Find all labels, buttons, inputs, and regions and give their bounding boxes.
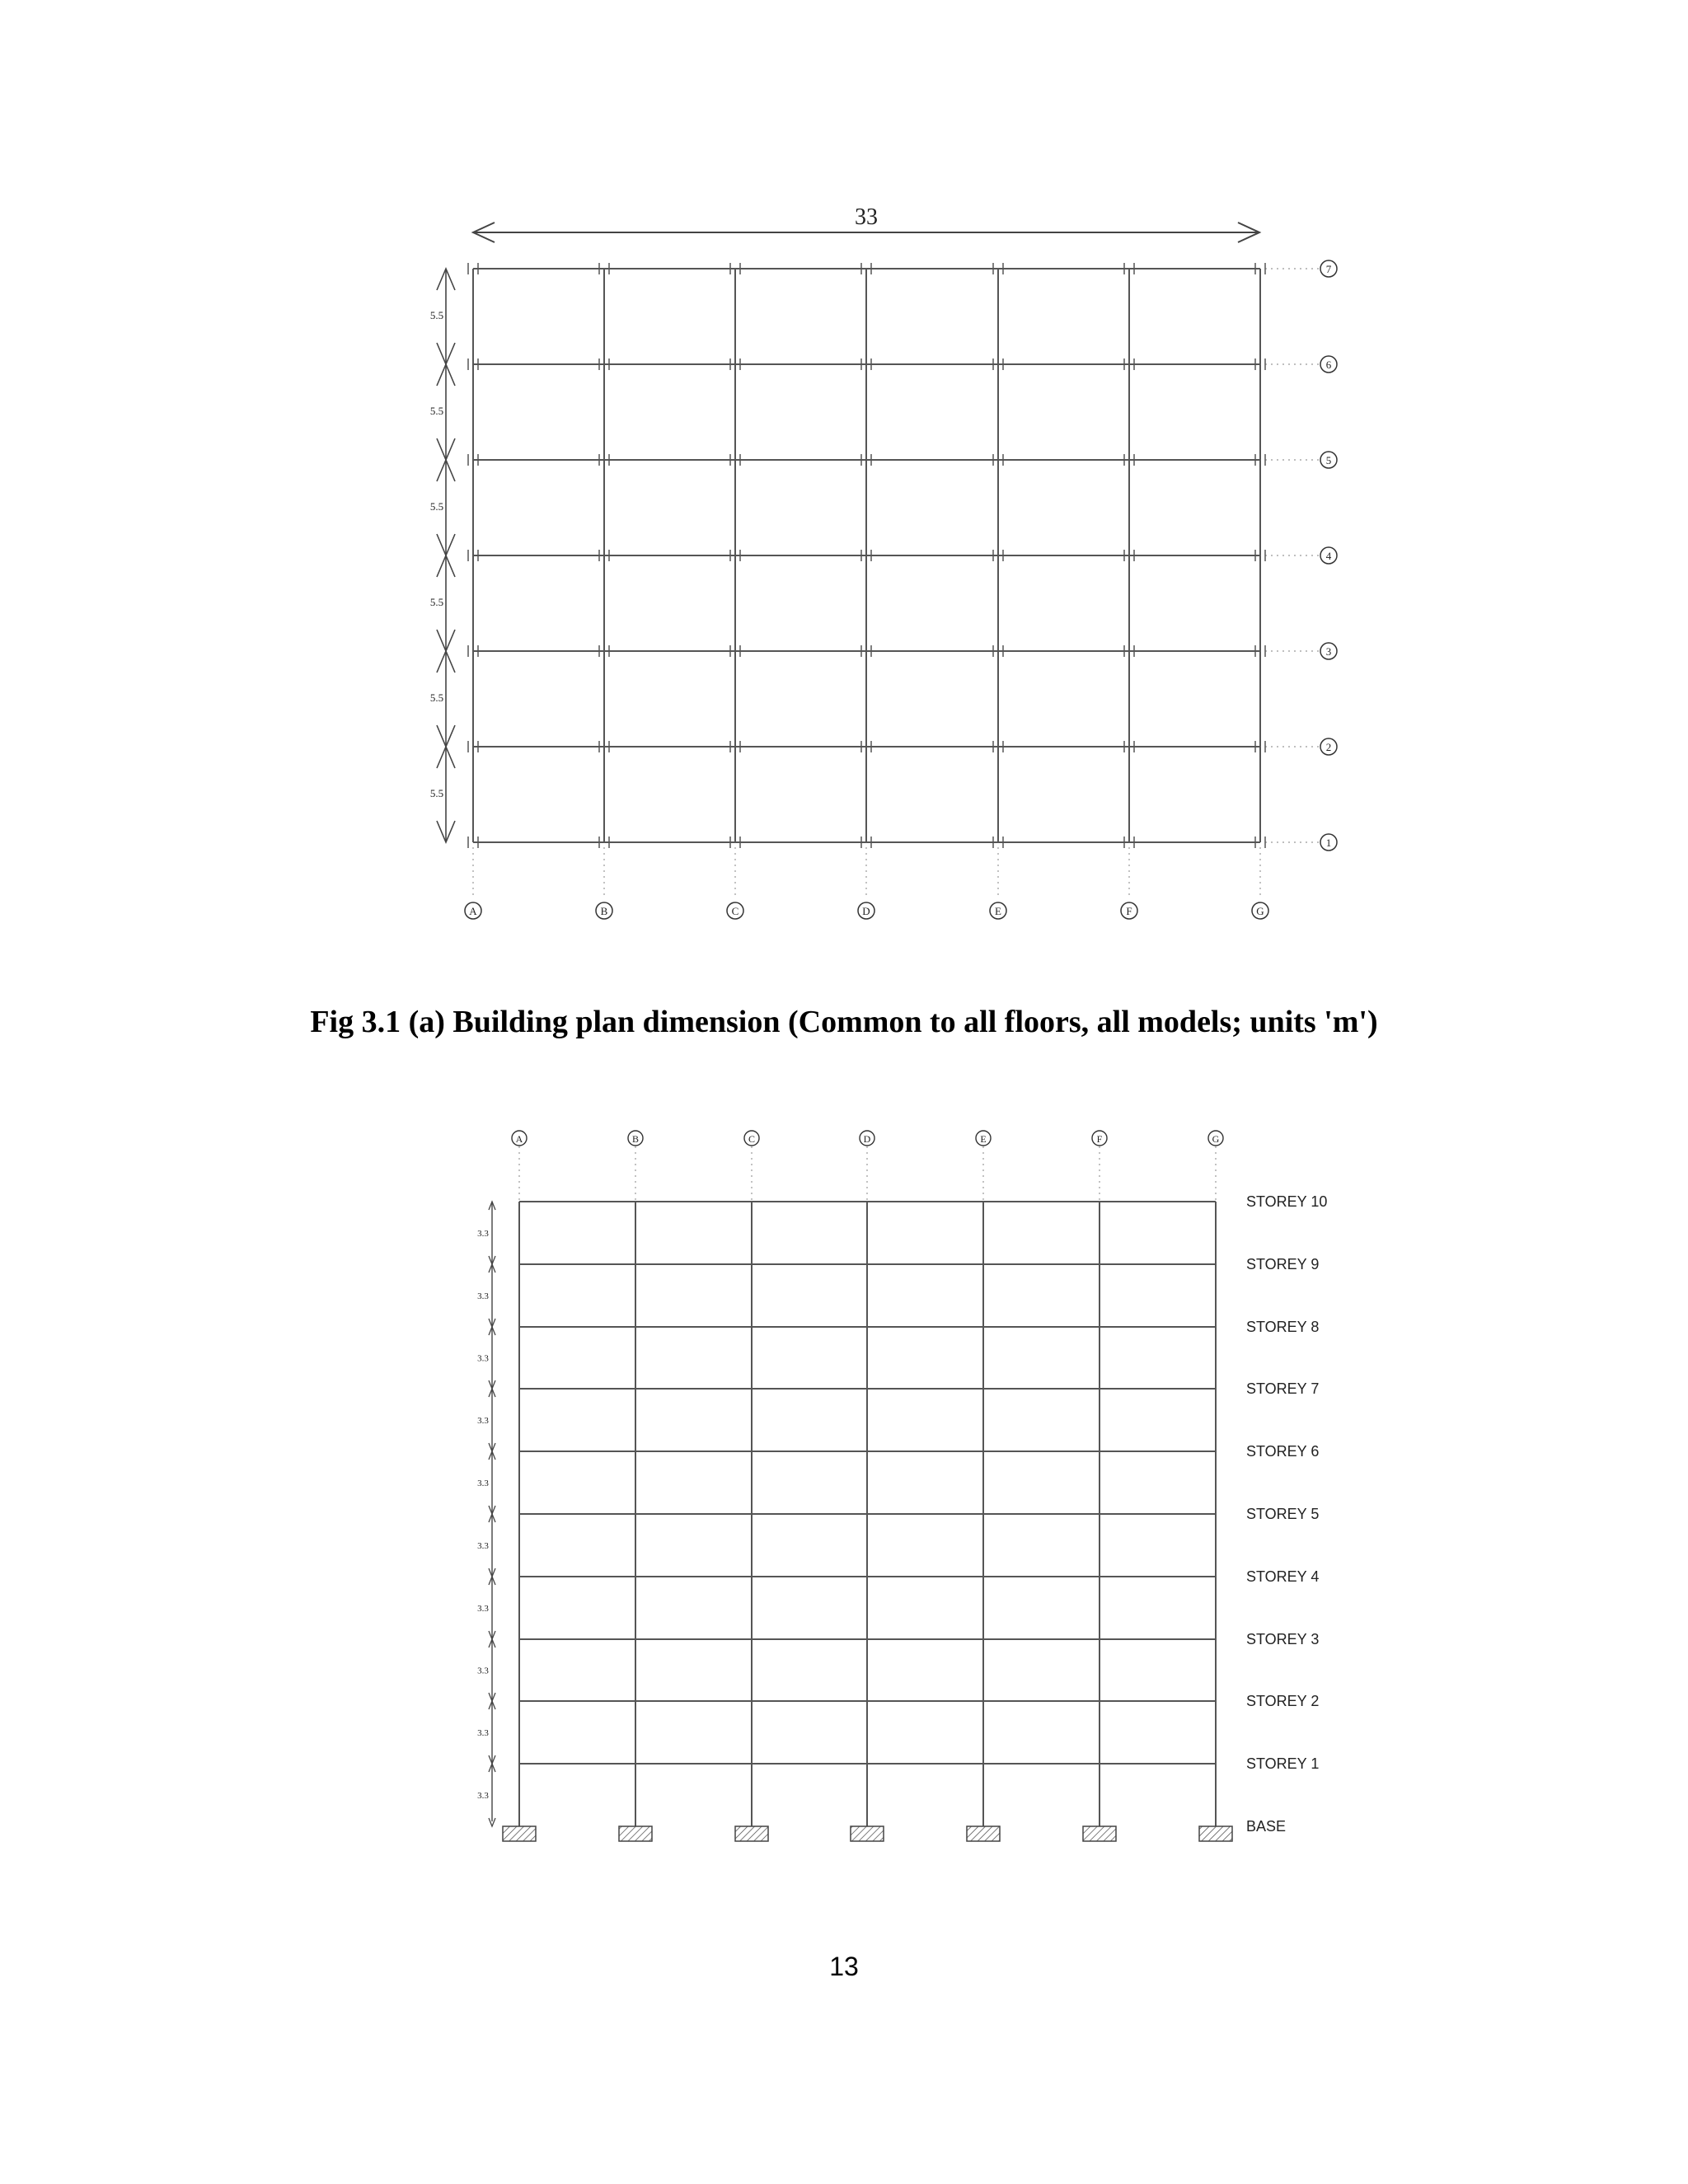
storey-label: STOREY 6 bbox=[1246, 1443, 1320, 1460]
grid-label-5: 5 bbox=[1325, 454, 1332, 466]
storey-label: STOREY 9 bbox=[1246, 1256, 1320, 1272]
grid-label-1: 1 bbox=[1325, 837, 1332, 849]
fixed-support bbox=[851, 1826, 884, 1841]
bay-dimension-label: 5.5 bbox=[429, 787, 444, 799]
storey-label: STOREY 10 bbox=[1246, 1193, 1328, 1210]
storey-height-label: 3.3 bbox=[477, 1541, 489, 1551]
elev-grid-label-c: C bbox=[748, 1133, 756, 1145]
elev-grid-label-e: E bbox=[980, 1133, 987, 1145]
storey-height-label: 3.3 bbox=[477, 1353, 489, 1364]
bay-dimension-label: 5.5 bbox=[429, 596, 444, 608]
building-plan-diagram bbox=[430, 204, 1337, 919]
overall-dimension-label: 33 bbox=[855, 204, 878, 230]
fixed-support bbox=[735, 1826, 768, 1841]
fixed-support bbox=[967, 1826, 1000, 1841]
storey-label: STOREY 8 bbox=[1246, 1319, 1320, 1335]
grid-label-b: B bbox=[600, 905, 608, 917]
storey-height-label: 3.3 bbox=[477, 1479, 489, 1488]
elev-grid-label-f: F bbox=[1096, 1133, 1103, 1145]
figure-caption: Fig 3.1 (a) Building plan dimension (Common to all floors, all models; units 'm') bbox=[310, 1005, 1378, 1039]
storey-height-label: 3.3 bbox=[477, 1416, 489, 1426]
grid-label-d: D bbox=[862, 905, 870, 917]
storey-label: STOREY 4 bbox=[1246, 1568, 1320, 1585]
elev-grid-label-g: G bbox=[1212, 1133, 1220, 1145]
storey-height-label: 3.3 bbox=[477, 1291, 489, 1301]
grid-label-c: C bbox=[731, 905, 739, 917]
building-elevation-diagram bbox=[477, 1131, 1327, 1841]
storey-height-label: 3.3 bbox=[477, 1666, 489, 1676]
elev-grid-label-d: D bbox=[863, 1133, 871, 1145]
grid-label-f: F bbox=[1126, 905, 1132, 917]
storey-height-label: 3.3 bbox=[477, 1229, 489, 1239]
fixed-support bbox=[1083, 1826, 1116, 1841]
bay-dimension-label: 5.5 bbox=[429, 500, 444, 513]
grid-label-g: G bbox=[1256, 905, 1264, 917]
storey-label: STOREY 1 bbox=[1246, 1755, 1320, 1772]
storey-label: STOREY 3 bbox=[1246, 1631, 1320, 1647]
storey-height-label: 3.3 bbox=[477, 1728, 489, 1738]
grid-label-2: 2 bbox=[1325, 741, 1332, 753]
elev-grid-label-b: B bbox=[631, 1133, 640, 1145]
fixed-support bbox=[619, 1826, 652, 1841]
fixed-support bbox=[503, 1826, 536, 1841]
grid-label-6: 6 bbox=[1325, 359, 1332, 371]
page-number: 13 bbox=[829, 1952, 859, 1981]
grid-label-3: 3 bbox=[1325, 645, 1332, 658]
bay-dimension-label: 5.5 bbox=[429, 405, 444, 417]
storey-label: BASE bbox=[1246, 1818, 1287, 1835]
fixed-support bbox=[1199, 1826, 1232, 1841]
storey-label: STOREY 7 bbox=[1246, 1380, 1320, 1397]
elev-grid-label-a: A bbox=[515, 1133, 523, 1145]
grid-label-7: 7 bbox=[1325, 263, 1332, 275]
grid-label-a: A bbox=[469, 905, 477, 917]
storey-height-label: 3.3 bbox=[477, 1604, 489, 1614]
bay-dimension-label: 5.5 bbox=[429, 309, 444, 321]
grid-label-4: 4 bbox=[1325, 550, 1332, 562]
bay-dimension-label: 5.5 bbox=[429, 691, 444, 704]
storey-label: STOREY 2 bbox=[1246, 1693, 1320, 1709]
storey-label: STOREY 5 bbox=[1246, 1506, 1320, 1522]
storey-height-label: 3.3 bbox=[477, 1791, 489, 1801]
grid-label-e: E bbox=[995, 905, 1001, 917]
